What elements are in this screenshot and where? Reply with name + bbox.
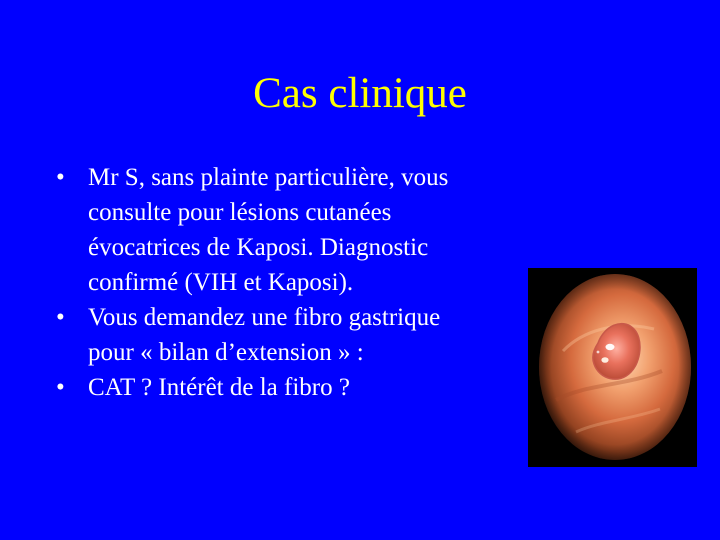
bullet-line: CAT ? Intérêt de la fibro ? [88,374,350,401]
bullet-item [56,370,526,405]
bullet-list [56,160,526,405]
endoscopy-image-frame [528,268,697,467]
slide-title: Cas clinique [253,70,467,117]
bullet-line: pour « bilan d’extension » : [88,339,364,366]
gastric-endoscopy-image [528,268,697,467]
bullet-line: évocatrices de Kaposi. Diagnostic [88,234,429,261]
bullet-icon: • [56,164,65,191]
bullet-line: confirmé (VIH et Kaposi). [88,269,354,296]
bullet-item [56,300,526,370]
bullet-item [56,160,526,300]
bullet-line: Mr S, sans plainte particulière, vous [88,164,449,191]
bullet-icon: • [56,374,65,401]
bullet-line: Vous demandez une fibro gastrique [88,304,441,331]
bullet-line: consulte pour lésions cutanées [88,199,392,226]
bullet-icon: • [56,304,65,331]
